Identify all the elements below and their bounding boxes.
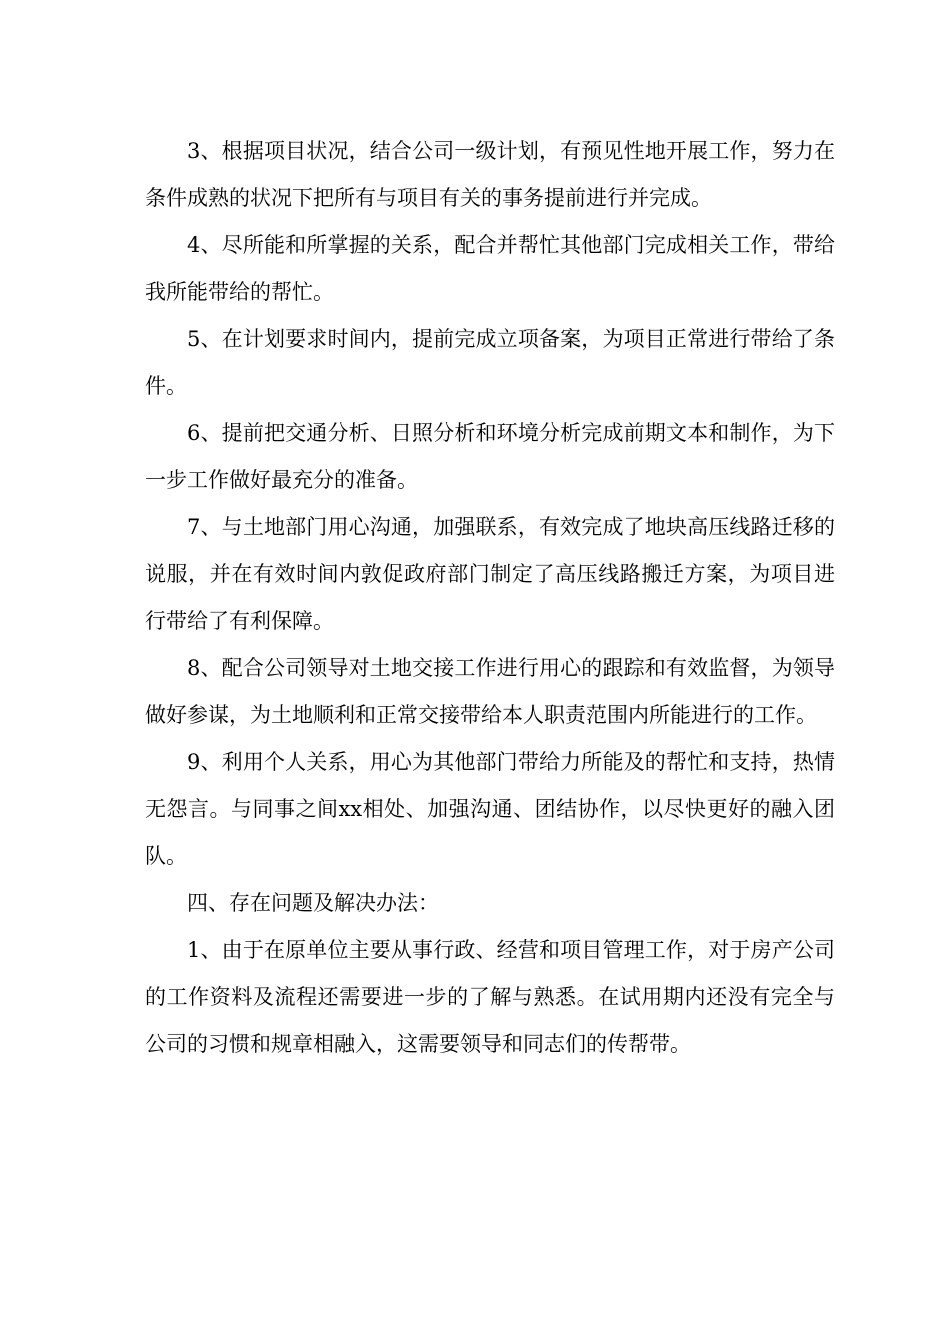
paragraph-item-6: 6、提前把交通分析、日照分析和环境分析完成前期文本和制作，为下一步工作做好最充分的准备。 (145, 421, 835, 492)
document-body (145, 128, 835, 1068)
section-heading-problems: 四、存在问题及解决办法： (187, 891, 439, 915)
paragraph-problem-1: 1、由于在原单位主要从事行政、经营和项目管理工作，对于房产公司的工作资料及流程还需要进一步的了解与熟悉。在试用期内还没有完全与公司的习惯和规章相融入，这需要领导和同志们的传帮带。 (145, 938, 835, 1056)
paragraph-item-5: 5、在计划要求时间内，提前完成立项备案，为项目正常进行带给了条件。 (145, 327, 835, 398)
paragraph-item-9: 9、利用个人关系，用心为其他部门带给力所能及的帮忙和支持，热情无怨言。与同事之间xx相处、加强沟通、团结协作，以尽快更好的融入团队。 (145, 750, 835, 868)
paragraph-item-4: 4、尽所能和所掌握的关系，配合并帮忙其他部门完成相关工作，带给我所能带给的帮忙。 (145, 233, 835, 304)
paragraph-item-7: 7、与土地部门用心沟通，加强联系，有效完成了地块高压线路迁移的说服，并在有效时间内敦促政府部门制定了高压线路搬迁方案，为项目进行带给了有利保障。 (145, 515, 835, 633)
paragraph-item-8: 8、配合公司领导对土地交接工作进行用心的跟踪和有效监督，为领导做好参谋，为土地顺利和正常交接带给本人职责范围内所能进行的工作。 (145, 656, 835, 727)
paragraph-item-3: 3、根据项目状况，结合公司一级计划，有预见性地开展工作，努力在条件成熟的状况下把所有与项目有关的事务提前进行并完成。 (145, 139, 835, 210)
